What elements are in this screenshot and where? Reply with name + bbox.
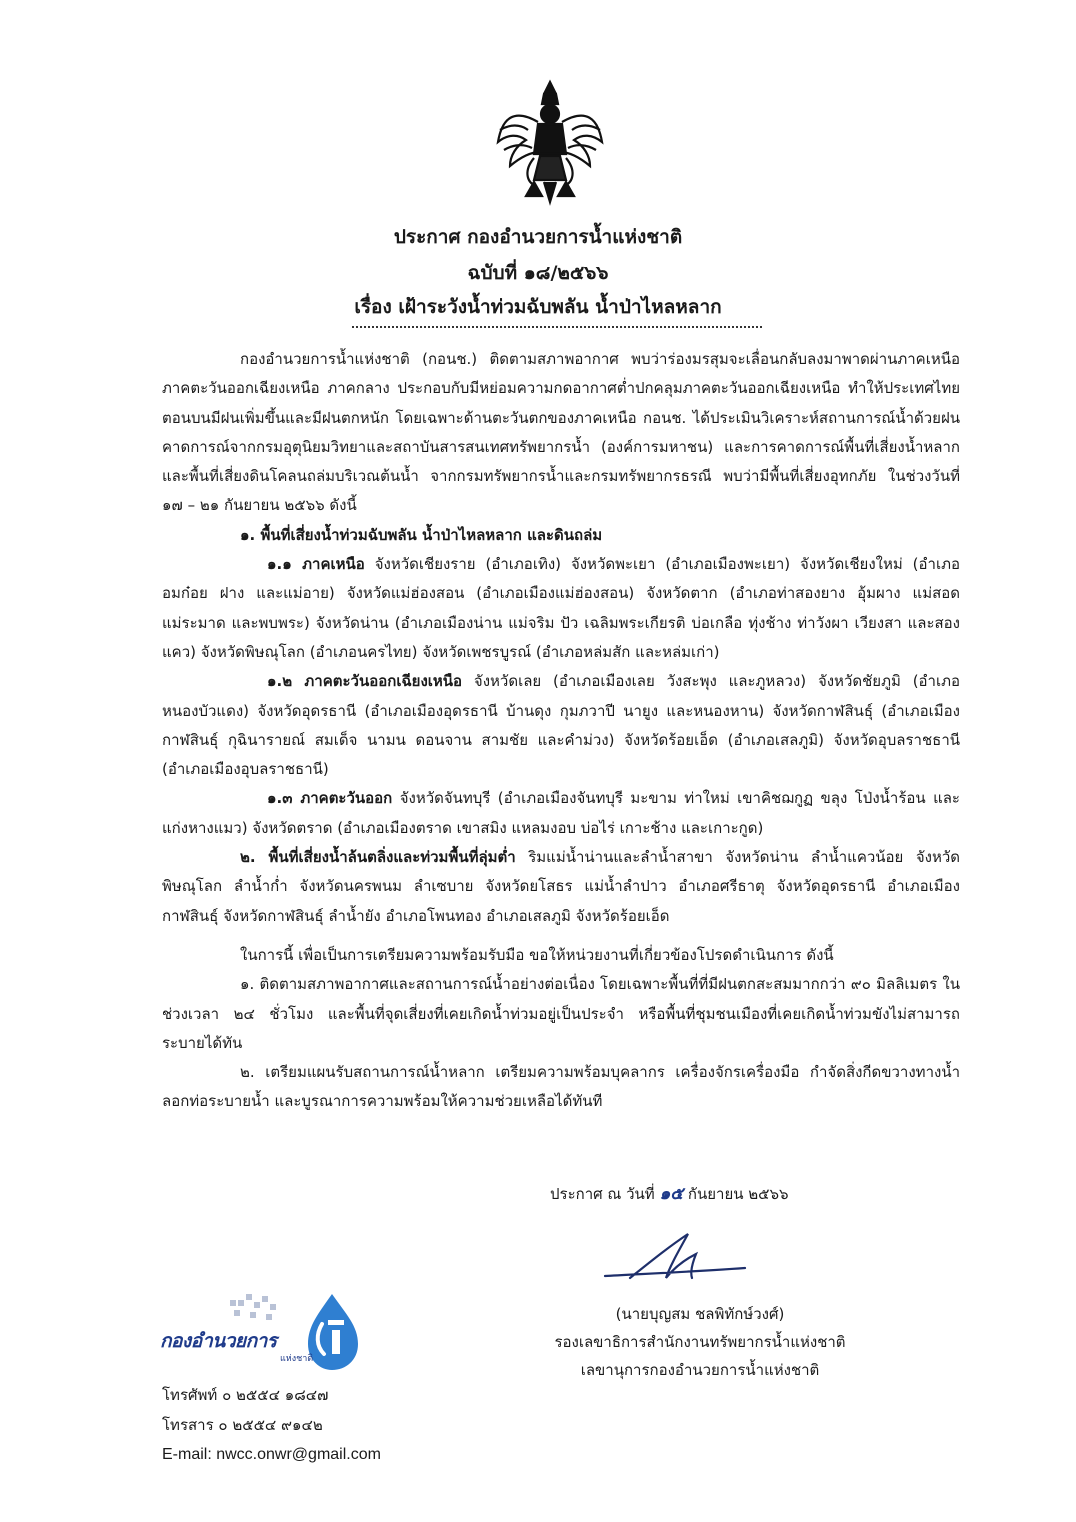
logo-text: กองอำนวยการ — [160, 1330, 277, 1352]
actions-intro: ในการนี้ เพื่อเป็นการเตรียมความพร้อมรับมือ ขอให้หน่วยงานที่เกี่ยวข้องโปรดดำเนินการ ดังนี้ — [240, 945, 834, 964]
action-item-1: ๑. ติดตามสภาพอากาศและสถานการณ์น้ำอย่างต่อเนื่อง โดยเฉพาะพื้นที่ที่มีฝนตกสะสมมากกว่า ๙๐ มิลลิเมตร ในช่วงเวลา ๒๔ ชั่วโมง และพื้นที่จุดเสี่ยงที่เคยเกิดน้ำท่วมอยู่เป็นประจำ หรือพื้นที่ชุมชนเมืองที่เคยเกิดน้ำท่วมขังไม่สามารถระบายได้ทัน — [162, 975, 960, 1052]
section1-heading: ๑. พื้นที่เสี่ยงน้ำท่วมฉับพลัน น้ำป่าไหลหลาก และดินถล่ม — [240, 525, 603, 544]
item-label: ๑.๓ ภาคตะวันออก — [267, 789, 393, 808]
announcement-subject: เรื่อง เฝ้าระวังน้ำท่วมฉับพลัน น้ำป่าไหลหลาก — [354, 296, 722, 318]
section2-paragraph — [162, 843, 960, 931]
announce-date-prefix: ประกาศ ณ วันที่ — [550, 1185, 655, 1203]
item-text: จังหวัดเลย (อำเภอเมืองเลย วังสะพุง และภูหลวง) จังหวัดชัยภูมิ (อำเภอหนองบัวแดง) จังหวัดอุดรธานี (อำเภอเมืองอุดรธานี บ้านดุง กุมภวาปี นายูง และหนองหาน) จังหวัดกาฬสินธุ์ (อำเภอเมืองกาฬสินธุ์ กุฉินารายณ์ สมเด็จ นามน ดอนจาน สามชัย และคำม่วง) จังหวัดร้อยเอ็ด (อำเภอเสลภูมิ) จังหวัดอุบลราชธานี (อำเภอเมืองอุบลราชธานี) — [162, 672, 960, 779]
item-text: จังหวัดเชียงราย (อำเภอเทิง) จังหวัดพะเยา (อำเภอเมืองพะเยา) จังหวัดเชียงใหม่ (อำเภออมก๋อย ฝาง และแม่อาย) จังหวัดแม่ฮ่องสอน (อำเภอเมืองแม่ฮ่องสอน) จังหวัดตาก (อำเภอท่าสองยาง อุ้มผาง แม่สอด แม่ระมาด และพบพระ) จังหวัดน่าน (อำเภอเมืองน่าน แม่จริม ปัว เฉลิมพระเกียรติ บ่อเกลือ ทุ่งช้าง ท่าวังผา เวียงสา และสองแคว) จังหวัดพิษณุโลก (อำเภอนครไทย) จังหวัดเพชรบูรณ์ (อำเภอหล่มสัก และหล่มเก่า) — [162, 555, 960, 661]
section1-item-northeast — [162, 667, 960, 784]
signer-title-2: เลขานุการกองอำนวยการน้ำแห่งชาติ — [580, 1361, 820, 1379]
announce-date-suffix: กันยายน ๒๕๖๖ — [687, 1185, 789, 1203]
announcement-body — [162, 345, 960, 1117]
signer-name: (นายบุญสม ชลพิทักษ์วงศ์) — [615, 1305, 785, 1323]
dotted-divider — [352, 326, 762, 328]
section2-heading: ๒. พื้นที่เสี่ยงน้ำล้นตลิ่งและท่วมพื้นที่ลุ่มต่ำ — [240, 848, 516, 867]
contact-email: E-mail: nwcc.onwr@gmail.com — [162, 1446, 381, 1463]
section1-item-east — [162, 784, 960, 843]
item-text: จังหวัดจันทบุรี (อำเภอเมืองจันทบุรี มะขาม ท่าใหม่ เขาคิชฌกูฏ ขลุง โป่งน้ำร้อน และแก่งหางแมว) จังหวัดตราด (อำเภอเมืองตราด เขาสมิง แหลมงอบ บ่อไร่ เกาะช้าง และเกาะกูด) — [162, 789, 960, 837]
contact-info — [162, 1380, 381, 1470]
intro-paragraph: กองอำนวยการน้ำแห่งชาติ (กอนช.) ติดตามสภาพอากาศ พบว่าร่องมรสุมจะเลื่อนกลับลงมาพาดผ่านภาคเหนือ ภาคตะวันออกเฉียงเหนือ ภาคกลาง ประกอบกับมีหย่อมความกดอากาศต่ำปกคลุมภาคตะวันออกเฉียงเหนือ ทำให้ประเทศไทยตอนบนมีฝนเพิ่มขึ้นและมีฝนตกหนัก โดยเฉพาะด้านตะวันตกของภาคเหนือ กอนช. ได้ประเมินวิเคราะห์สถานการณ์น้ำด้วยฝนคาดการณ์จากกรมอุตุนิยมวิทยาและสถาบันสารสนเทศทรัพยากรน้ำ (องค์การมหาชน) และการคาดการณ์พื้นที่เสี่ยงน้ำหลากและพื้นที่เสี่ยงดินโคลนถล่มบริเวณต้นน้ำ จากกรมทรัพยากรน้ำและกรมทรัพยากรธรณี พบว่ามีพื้นที่เสี่ยงอุทกภัย ในช่วงวันที่ ๑๗ – ๒๑ กันยายน ๒๕๖๖ ดังนี้ — [162, 350, 960, 515]
action-item-2: ๒. เตรียมแผนรับสถานการณ์น้ำหลาก เตรียมความพร้อมบุคลากร เครื่องจักรเครื่องมือ กำจัดสิ่งกีดขวางทางน้ำ ลอกท่อระบายน้ำ และบูรณาการความพร้อมให้ความช่วยเหลือได้ทันที — [162, 1063, 960, 1111]
contact-fax: โทรสาร ๐ ๒๕๕๔ ๙๑๔๒ — [162, 1416, 323, 1434]
nwcc-logo — [160, 1290, 360, 1372]
garuda-emblem-icon — [494, 78, 606, 208]
announcement-number: ฉบับที่ ๑๘/๒๕๖๖ — [467, 262, 609, 284]
contact-phone: โทรศัพท์ ๐ ๒๕๕๔ ๑๘๔๗ — [162, 1386, 329, 1404]
signer-title-1: รองเลขาธิการสำนักงานทรัพยากรน้ำแห่งชาติ — [554, 1333, 846, 1351]
section1-item-north — [162, 550, 960, 667]
announcement-title: ประกาศ กองอำนวยการน้ำแห่งชาติ — [393, 226, 683, 248]
logo-subtext: แห่งชาติ — [280, 1354, 314, 1364]
signer-block — [520, 1300, 880, 1384]
section2-text: ริมแม่น้ำน่านและลำน้ำสาขา จังหวัดน่าน ลำน้ำแควน้อย จังหวัดพิษณุโลก ลำน้ำก่ำ จังหวัดนครพนม ลำเซบาย จังหวัดยโสธร แม่น้ำลำปาว อำเภอศรีธาตุ จังหวัดอุดรธานี อำเภอเมืองกาฬสินธุ์ จังหวัดกาฬสินธุ์ ลำน้ำยัง อำเภอโพนทอง อำเภอเสลภูมิ จังหวัดร้อยเอ็ด — [162, 848, 960, 925]
announce-date — [550, 1180, 789, 1207]
announce-day: ๑๕ — [659, 1184, 684, 1204]
item-label: ๑.๒ ภาคตะวันออกเฉียงเหนือ — [267, 672, 463, 691]
item-label: ๑.๑ ภาคเหนือ — [267, 555, 365, 574]
signature-icon — [600, 1228, 750, 1288]
